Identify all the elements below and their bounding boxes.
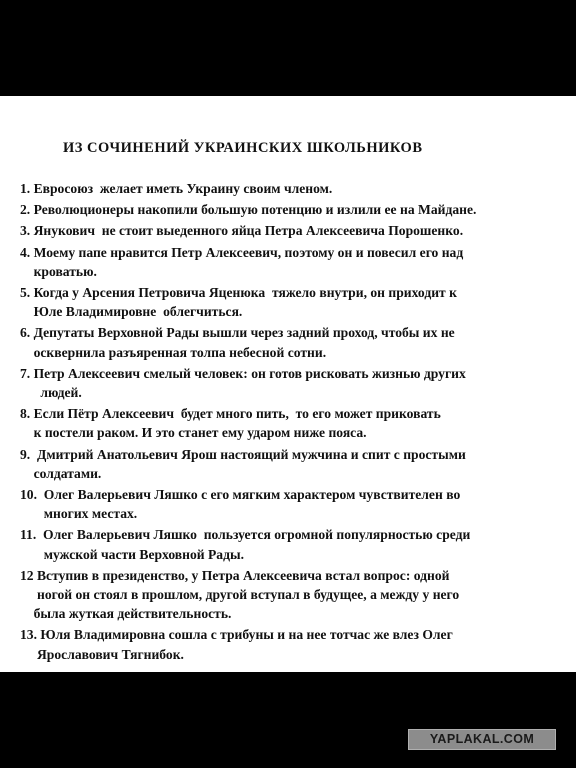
list-item-line: 9. Дмитрий Анатольевич Ярош настоящий мужчина и спит с простыми xyxy=(20,446,466,462)
watermark-logo: YAPLAKAL.COM xyxy=(408,729,556,750)
list-item-line: 6. Депутаты Верховной Рады вышли через задний проход, чтобы их не xyxy=(20,325,455,341)
list-item xyxy=(20,283,570,321)
list-item xyxy=(20,323,570,361)
list-item xyxy=(20,221,570,240)
document-page xyxy=(0,96,576,672)
list-item xyxy=(20,445,570,483)
list-item xyxy=(20,179,570,198)
list-item-line: ногой он стоял в прошлом, другой вступал в будущее, а между у него xyxy=(20,587,460,603)
list-item xyxy=(20,364,570,402)
list-item-line: солдатами. xyxy=(20,465,102,481)
list-item xyxy=(20,485,570,523)
list-item xyxy=(20,243,570,281)
list-item xyxy=(20,566,570,624)
list-item-line: Юле Владимировне облегчиться. xyxy=(20,304,243,320)
list-item-line: к постели раком. И это станет ему ударом ниже пояса. xyxy=(20,425,367,441)
bottom-black-bar xyxy=(0,672,576,768)
list-item-line: людей. xyxy=(20,385,82,401)
list-item-line: Ярославович Тягнибок. xyxy=(20,646,184,662)
list-item-line: 1. Евросоюз желает иметь Украину своим членом. xyxy=(20,181,333,196)
list-item-line: 10. Олег Валерьевич Ляшко с его мягким характером чувствителен во xyxy=(20,487,461,503)
list-item-line: 4. Моему папе нравится Петр Алексеевич, поэтому он и повесил его над xyxy=(20,244,464,260)
list-item-line: мужской части Верховной Рады. xyxy=(20,546,244,562)
list-item-line: 3. Янукович не стоит выеденного яйца Петра Алексеевича Порошенко. xyxy=(20,223,464,239)
list-item-line: 2. Революционеры накопили большую потенцию и излили ее на Майдане. xyxy=(20,202,477,218)
document-title: ИЗ СОЧИНЕНИЙ УКРАИНСКИХ ШКОЛЬНИКОВ xyxy=(63,140,423,156)
list-item-line: 12 Вступив в президенство, у Петра Алексеевича встал вопрос: одной xyxy=(20,567,450,583)
list-item xyxy=(20,525,570,563)
list-item-line: многих местах. xyxy=(20,506,138,522)
list-item-line: кроватью. xyxy=(20,263,97,279)
statement-list xyxy=(20,179,570,666)
list-item-line: 7. Петр Алексеевич смелый человек: он готов рисковать жизнью других xyxy=(20,365,466,381)
top-black-bar xyxy=(0,0,576,96)
list-item-line: 8. Если Пётр Алексеевич будет много пить, то его может приковать xyxy=(20,406,441,422)
list-item xyxy=(20,200,570,219)
list-item-line: 5. Когда у Арсения Петровича Яценюка тяжело внутри, он приходит к xyxy=(20,285,457,301)
list-item-line: осквернила разъяренная толпа небесной сотни. xyxy=(20,344,327,360)
list-item xyxy=(20,404,570,442)
list-item-line: была жуткая действительность. xyxy=(20,606,232,622)
list-item-line: 11. Олег Валерьевич Ляшко пользуется огромной популярностью среди xyxy=(20,527,471,543)
list-item-line: 13. Юля Владимировна сошла с трибуны и на нее тотчас же влез Олег xyxy=(20,627,453,643)
list-item xyxy=(20,625,570,663)
